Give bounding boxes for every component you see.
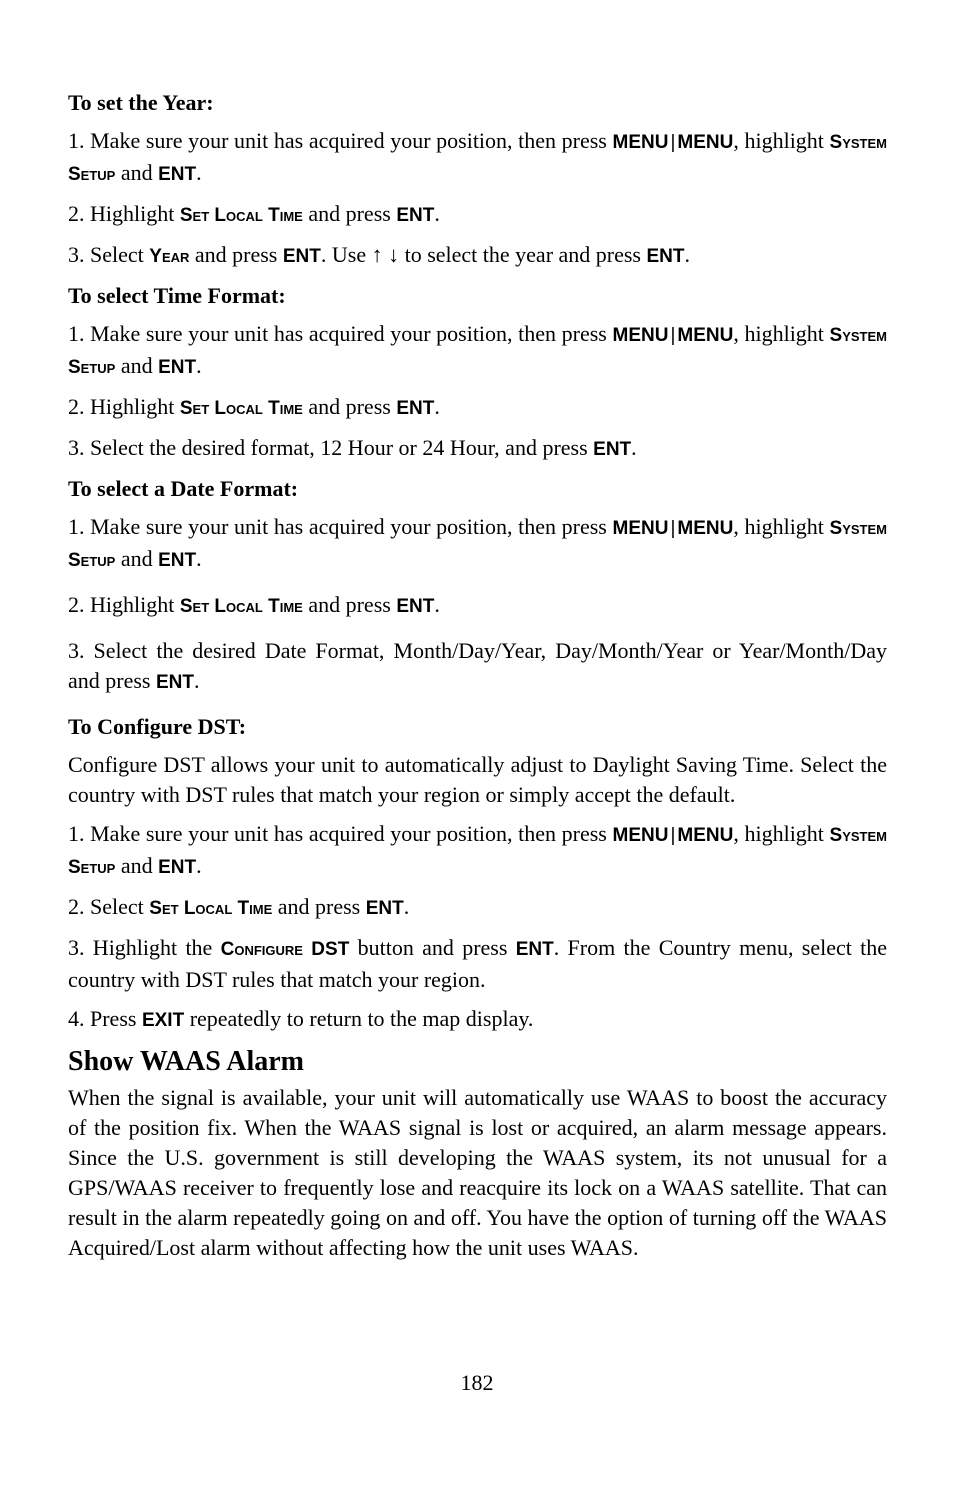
year-step-1: 1. Make sure your unit has acquired your position, then press MENU | MENU, highlight System Setup and ENT. [68,128,888,185]
waas-body: When the signal is available, your unit will automatically use WAAS to boost the accuracy of the position fix. When the WAAS signal is lost or acquired, an alarm message appears. Since the U.S. government is still developing the WAAS system, its not unusual for a GPS/WAAS receiver to frequently lose and reacquire its lock on a WAAS satellite. That can result in the alarm repeatedly going on and off. You have the option of turning off the WAAS Acquired/Lost alarm without affecting how the unit uses WAAS. [68,1085,887,1260]
page-number: 182 [460,1370,494,1395]
dst-step-1: 1. Make sure your unit has acquired your position, then press MENU | MENU, highlight System Setup and ENT. [68,821,888,878]
date-step-1: 1. Make sure your unit has acquired your position, then press MENU | MENU, highlight System Setup and ENT. [68,514,888,571]
year-step-3: 3. Select Year and press ENT. Use ↑ ↓ to select the year and press ENT. [68,242,690,267]
dst-step-3: 3. Highlight the Configure DST button and press ENT. From the Country menu, select the country with DST rules that match your region. [68,935,888,992]
time-step-1: 1. Make sure your unit has acquired your position, then press MENU | MENU, highlight System Setup and ENT. [68,321,888,378]
date-step-3: 3. Select the desired Date Format, Month/Day/Year, Day/Month/Year or Year/Month/Day and press ENT. [68,638,887,693]
date-step-2: 2. Highlight Set Local Time and press ENT. [68,592,440,617]
dst-intro: Configure DST allows your unit to automatically adjust to Daylight Saving Time. Select the country with DST rules that match your region or simply accept the default. [68,752,887,807]
dst-step-4: 4. Press EXIT repeatedly to return to the map display. [68,1006,534,1031]
time-step-2: 2. Highlight Set Local Time and press ENT. [68,394,440,419]
heading-configure-dst: To Configure DST: [68,714,247,739]
heading-time-format: To select Time Format: [68,283,286,308]
year-step-2: 2. Highlight Set Local Time and press ENT. [68,201,440,226]
heading-date-format: To select a Date Format: [68,476,299,501]
dst-step-2: 2. Select Set Local Time and press ENT. [68,894,410,919]
section-title-waas: Show WAAS Alarm [68,1046,304,1077]
time-step-3: 3. Select the desired format, 12 Hour or 24 Hour, and press ENT. [68,435,637,460]
heading-set-year: To set the Year: [68,90,214,115]
arrow-up-down-icon: ↑ ↓ [371,242,400,267]
manual-page [68,88,887,1263]
